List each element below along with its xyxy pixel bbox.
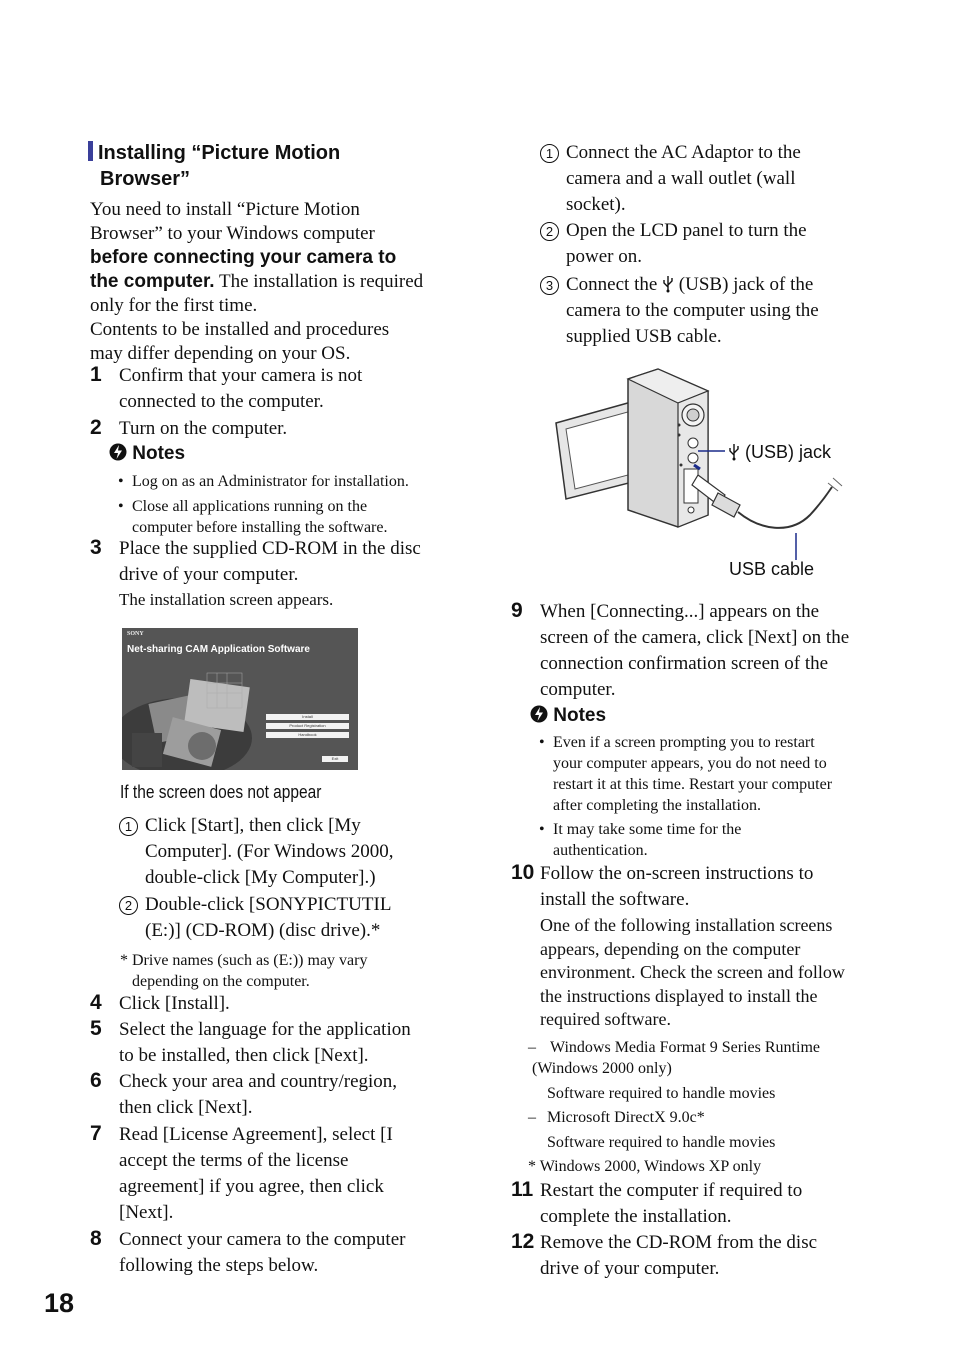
step-4-text: Click [Install]. xyxy=(119,993,230,1014)
step-3-text: Place the supplied CD-ROM in the disc drive of your computer. The installation screen appears. xyxy=(119,538,421,609)
step-4-number: 4 xyxy=(90,991,102,1014)
circle-number-3: 3 xyxy=(540,276,559,295)
step-1-text: Confirm that your camera is not connected to the computer. xyxy=(119,365,363,412)
if-item-1: 1 Click [Start], then click [My Computer]. (For Windows 2000, double-click [My Computer].) xyxy=(119,813,394,891)
screen-handbook-button[interactable]: Handbook xyxy=(266,732,349,738)
page-number: 18 xyxy=(44,1288,75,1318)
step-9-number: 9 xyxy=(511,599,523,622)
usb-icon xyxy=(728,443,740,461)
step-3-number: 3 xyxy=(90,536,102,559)
step-6-text: Check your area and country/region, then click [Next]. xyxy=(119,1071,398,1118)
camera-body xyxy=(628,369,708,527)
installation-screen-image xyxy=(122,628,358,770)
windows-footnote: * Windows 2000, Windows XP only xyxy=(528,1158,762,1175)
heading-bar xyxy=(88,141,93,161)
step-10-description: One of the following installation screens appears, depending on the computer environment. Check the screen and follow the instructions displayed to install the required software. xyxy=(540,915,845,1029)
intro-paragraph: You need to install “Picture Motion Browser” to your Windows computer before connecting your camera to the computer. The installation is required only for the first time. Contents to be installed and procedures may differ depending on your OS. xyxy=(90,199,424,364)
software-list xyxy=(528,1037,820,1177)
note-item: • Close all applications running on the computer before installing the software. xyxy=(118,496,478,538)
screen-registration-button[interactable]: Product Registration xyxy=(266,723,349,729)
software-item: – Windows Media Format 9 Series Runtime (Windows 2000 only) Software required to handle movies xyxy=(528,1039,820,1102)
connect-item-3: 3 Connect the (USB) jack of the camera to the computer using the supplied USB cable. xyxy=(540,272,819,350)
note-item: • It may take some time for the authentication. xyxy=(539,819,899,861)
notes-heading: Notes xyxy=(530,704,606,728)
step-12-number: 12 xyxy=(511,1230,535,1253)
usb-cable-label: USB cable xyxy=(729,559,815,579)
screen-exit-button[interactable]: Exit xyxy=(322,756,348,762)
step-12-text: Remove the CD-ROM from the disc drive of your computer. xyxy=(540,1232,818,1279)
step-10-text: Follow the on-screen instructions to install the software. xyxy=(540,863,814,910)
notes-list xyxy=(118,471,478,538)
connect-item-1: 1 Connect the AC Adaptor to the camera and a wall outlet (wall socket). xyxy=(540,140,801,218)
step-6-number: 6 xyxy=(90,1069,102,1092)
usb-cable xyxy=(692,475,842,528)
circle-number-2: 2 xyxy=(540,222,559,241)
step-7-number: 7 xyxy=(90,1122,102,1145)
note-item: • Even if a screen prompting you to restart your computer appears, you do not need to restart it at this time. Restart your computer after completing the installation. xyxy=(539,732,899,816)
circle-number-1: 1 xyxy=(119,817,138,836)
if-screen-heading: If the screen does not appear xyxy=(120,782,322,802)
screen-install-button[interactable]: Install xyxy=(266,714,349,720)
note-item: • Log on as an Administrator for installation. xyxy=(118,471,478,492)
software-item: – Microsoft DirectX 9.0c* Software required to handle movies xyxy=(528,1109,776,1151)
step-7-text: Read [License Agreement], select [I accept the terms of the license agreement] if you agree, then click [Next]. xyxy=(119,1124,393,1223)
section-heading: Installing “Picture Motion Browser” xyxy=(88,140,340,192)
step-1-number: 1 xyxy=(90,363,102,386)
step-2-text: Turn on the computer. xyxy=(119,418,288,439)
step-9-text: When [Connecting...] appears on the screen of the camera, click [Next] on the connection confirmation screen of the computer. xyxy=(540,601,850,700)
step-5-number: 5 xyxy=(90,1017,102,1040)
step-8-text: Connect your camera to the computer following the steps below. xyxy=(119,1229,406,1276)
step-11-number: 11 xyxy=(511,1178,534,1201)
step-8-number: 8 xyxy=(90,1227,102,1250)
step-11-text: Restart the computer if required to complete the installation. xyxy=(540,1180,803,1227)
if-item-2: 2 Double-click [SONYPICTUTIL (E:)] (CD-ROM) (disc drive).* xyxy=(119,892,391,944)
connect-item-2: 2 Open the LCD panel to turn the power on. xyxy=(540,218,807,270)
notes-heading: Notes xyxy=(109,442,185,466)
circle-number-1: 1 xyxy=(540,144,559,163)
notes-icon xyxy=(109,443,127,461)
circle-number-2: 2 xyxy=(119,896,138,915)
usb-jack-label: (USB) jack xyxy=(728,442,831,463)
usb-icon xyxy=(662,275,674,293)
step-2-number: 2 xyxy=(90,416,102,439)
drive-footnote: * Drive names (such as (E:)) may vary depending on the computer. xyxy=(120,952,368,990)
step-5-text: Select the language for the application to be installed, then click [Next]. xyxy=(119,1019,411,1066)
notes-list xyxy=(539,732,899,861)
screen-brand: SONY xyxy=(127,631,144,637)
notes-icon xyxy=(530,705,548,723)
step-10-number: 10 xyxy=(511,861,535,884)
camera-usb-illustration xyxy=(550,365,850,565)
screen-title: Net-sharing CAM Application Software xyxy=(127,644,310,655)
